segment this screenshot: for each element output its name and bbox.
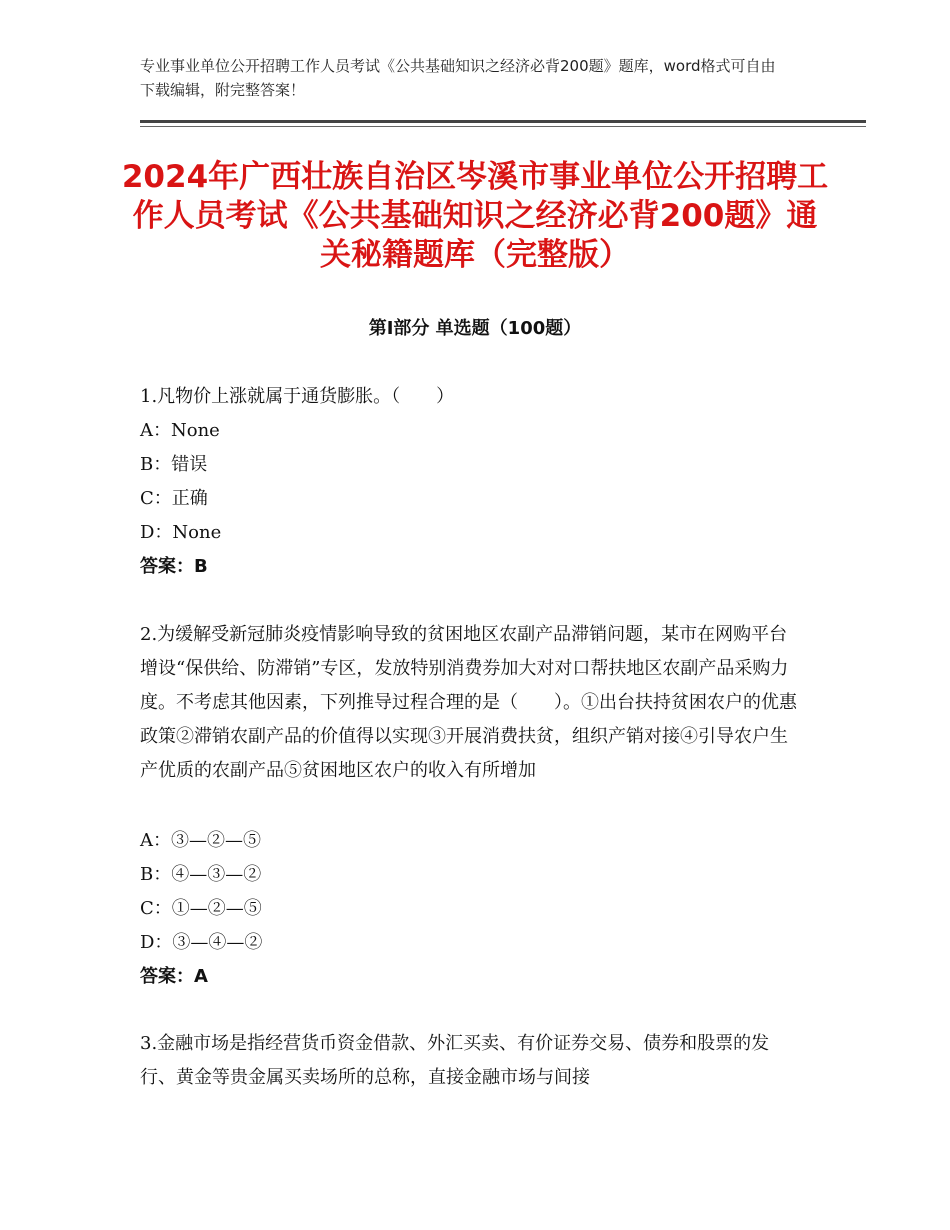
question-1-option-c: C：正确 (140, 488, 208, 509)
question-2-option-a: A：③—②—⑤ (140, 830, 261, 851)
header-rule-thick (140, 120, 866, 123)
question-2-option-b: B：④—③—② (140, 864, 262, 885)
header-rule-thin (140, 126, 866, 127)
header-note: 专业事业单位公开招聘工作人员考试《公共基础知识之经济必背200题》题库，word格式可自由下载编辑，附完整答案！ (140, 57, 776, 99)
question-2-answer: 答案：A (140, 966, 208, 987)
question-1-answer: 答案：B (140, 556, 208, 577)
question-3-stem: 3.金融市场是指经营货币资金借款、外汇买卖、有价证券交易、债券和股票的发行、黄金等贵金属买卖场所的总称，直接金融市场与间接 (140, 1033, 770, 1088)
question-1-option-d: D：None (140, 522, 222, 543)
question-2-option-d: D：③—④—② (140, 932, 263, 953)
document-title: 2024年广西壮族自治区岑溪市事业单位公开招聘工作人员考试《公共基础知识之经济必背200题》通关秘籍题库（完整版） (121, 159, 829, 273)
question-1-option-b: B：错误 (140, 454, 208, 475)
question-1-stem: 1.凡物价上涨就属于通货膨胀。（ ） (140, 386, 455, 407)
section-title: 第Ⅰ部分 单选题（100题） (368, 318, 582, 339)
question-1-option-a: A：None (140, 420, 220, 441)
question-2-stem: 2.为缓解受新冠肺炎疫情影响导致的贫困地区农副产品滞销问题，某市在网购平台增设“保供给、防滞销”专区，发放特别消费券加大对对口帮扶地区农副产品采购力度。不考虑其他因素，下列推导过程合理的是（ ）。①出台扶持贫困农户的优惠政策②滞销农副产品的价值得以实现③开展消费扶贫，组织产销对接④引导农户生产优质的农副产品⑤贫困地区农户的收入有所增加 (140, 624, 797, 781)
question-2-option-c: C：①—②—⑤ (140, 898, 262, 919)
